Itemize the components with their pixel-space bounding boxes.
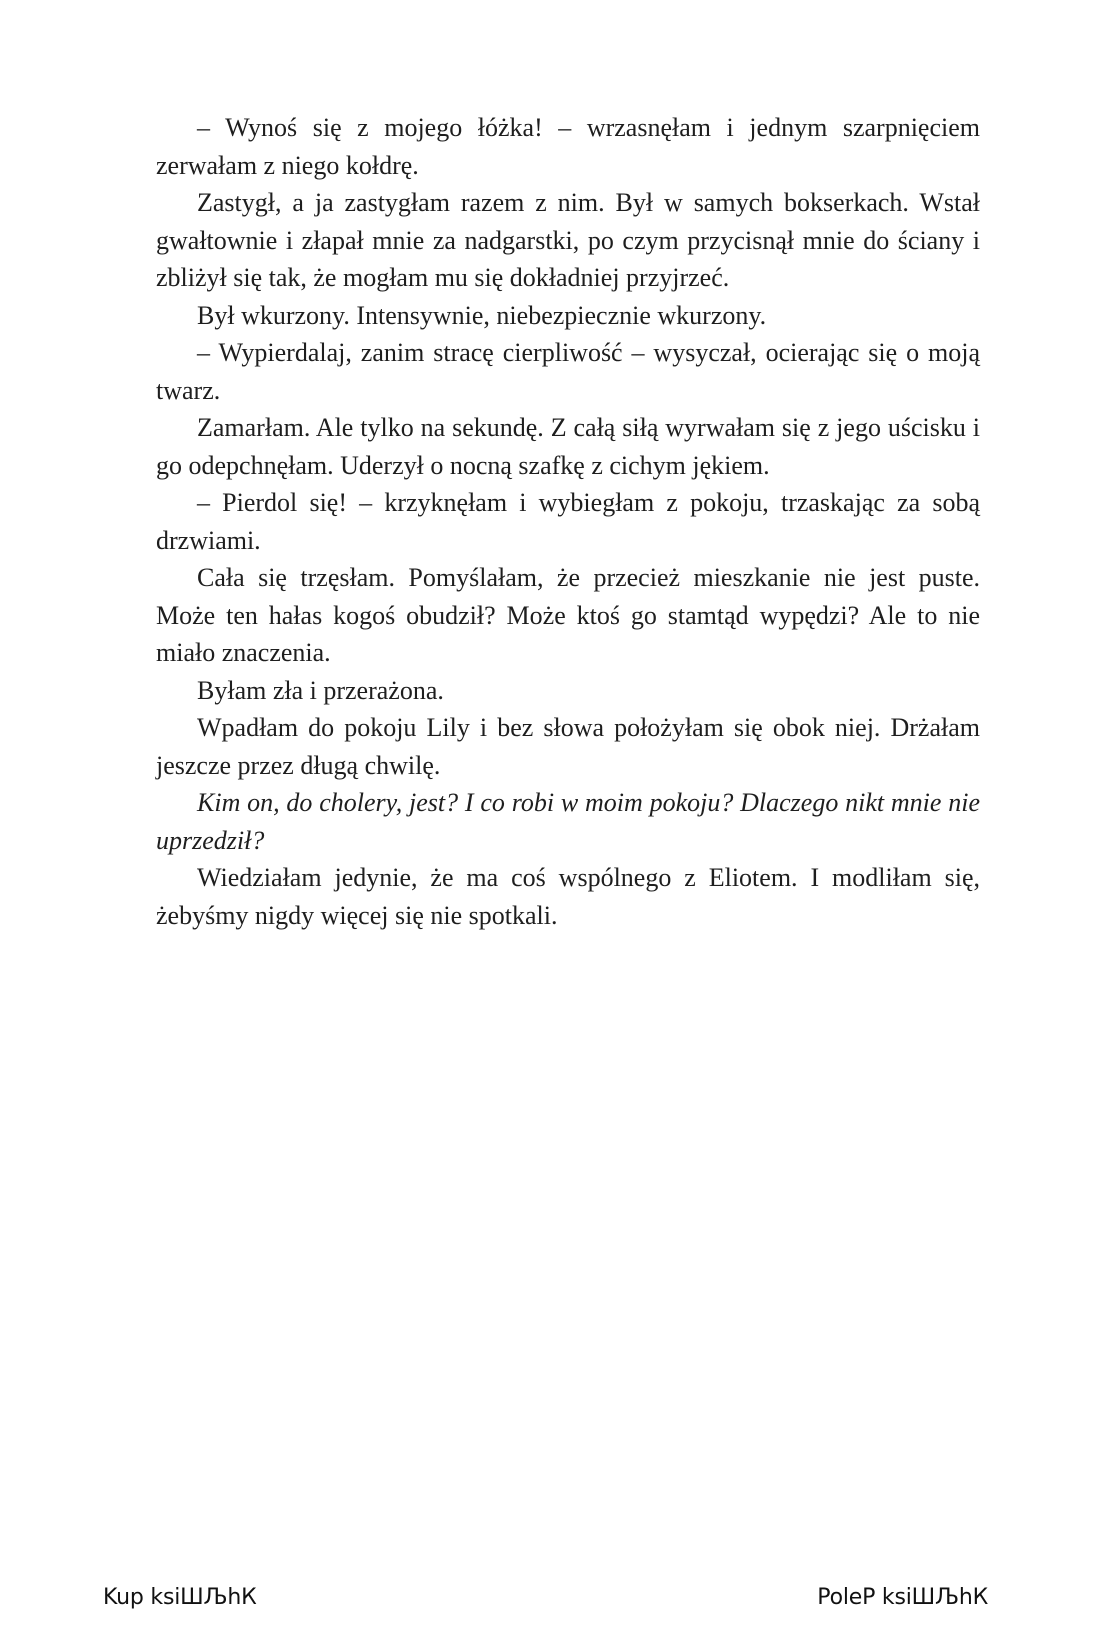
- paragraph: Zamarłam. Ale tylko na sekundę. Z całą siłą wyrwałam się z jego uścisku i go odepchnęłam. Uderzył o nocną szafkę z cichym jękiem.: [156, 413, 980, 480]
- paragraph: – Pierdol się! – krzyknęłam i wybiegłam z pokoju, trzaskając za sobą drzwiami.: [156, 488, 980, 555]
- buy-book-link[interactable]: Kup ksiШЉhК: [103, 1585, 257, 1610]
- paragraph: Wiedziałam jedynie, że ma coś wspólnego z Eliotem. I modliłam się, żebyśmy nigdy więcej się nie spotkali.: [156, 863, 980, 930]
- paragraph: Zastygł, a ja zastygłam razem z nim. Był w samych bokserkach. Wstał gwałtownie i złapał mnie za nadgarstki, po czym przycisnął mnie do ściany i zbliżył się tak, że mogłam mu się dokładniej przyjrzeć.: [156, 188, 980, 292]
- paragraph: Byłam zła i przerażona.: [197, 675, 444, 705]
- recommend-book-link[interactable]: PoleР ksiШЉhК: [817, 1585, 988, 1610]
- paragraph-italic: Kim on, do cholery, jest? I co robi w moim pokoju? Dlaczego nikt mnie nie uprzedził?: [156, 788, 980, 855]
- paragraph: – Wypierdalaj, zanim stracę cierpliwość – wysyczał, ocierając się o moją twarz.: [156, 338, 980, 405]
- paragraph: – Wynoś się z mojego łóżka! – wrzasnęłam i jednym szarpnięciem zerwałam z niego kołdrę.: [156, 113, 980, 180]
- page-text: [156, 109, 980, 934]
- paragraph: Wpadłam do pokoju Lily i bez słowa położyłam się obok niej. Drżałam jeszcze przez długą chwilę.: [156, 713, 980, 780]
- paragraph: Był wkurzony. Intensywnie, niebezpiecznie wkurzony.: [197, 300, 767, 330]
- paragraph: Cała się trzęsłam. Pomyślałam, że przecież mieszkanie nie jest puste. Może ten hałas kogoś obudził? Może ktoś go stamtąd wypędzi? Ale to nie miało znaczenia.: [156, 563, 980, 667]
